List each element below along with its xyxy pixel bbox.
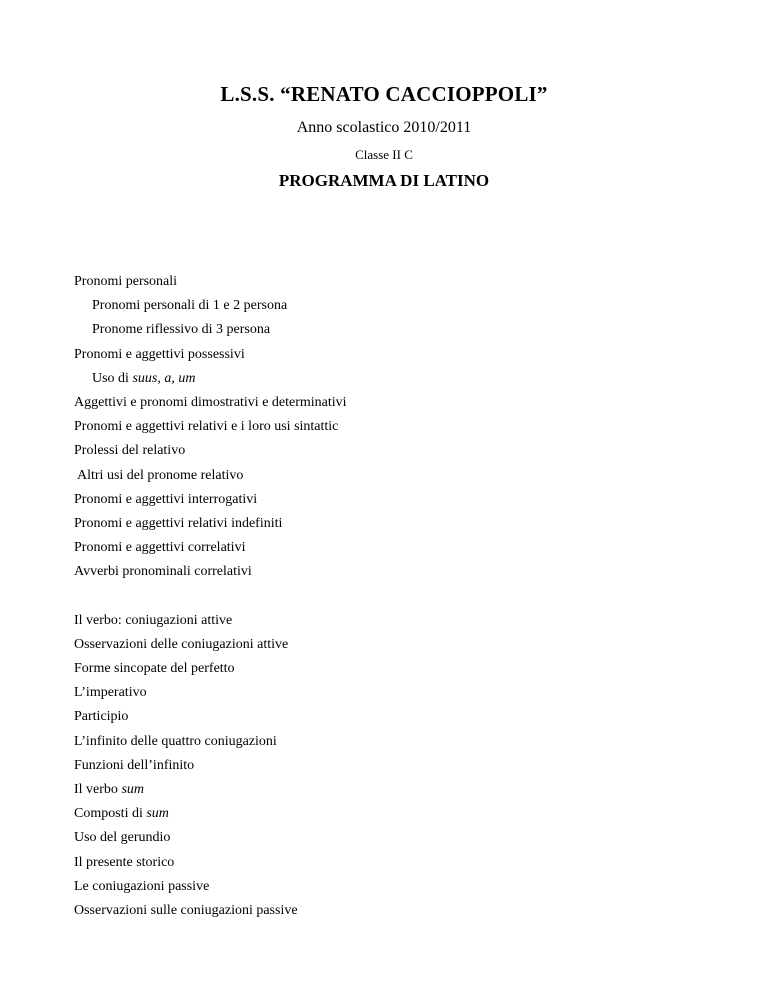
- list-item: Avverbi pronominali correlativi: [74, 564, 252, 580]
- list-item: Uso del gerundio: [74, 830, 171, 846]
- list-item: Forme sincopate del perfetto: [74, 661, 235, 676]
- list-item: L’imperativo: [74, 685, 147, 701]
- program-title: PROGRAMMA DI LATINO: [278, 171, 490, 190]
- latin-word: a: [164, 370, 172, 386]
- list-item: Pronomi e aggettivi interrogativi: [74, 491, 258, 507]
- list-item: Prolessi del relativo: [74, 443, 186, 459]
- class-label: Classe II C: [355, 147, 413, 162]
- list-item: [74, 778, 714, 802]
- list-item: Il presente storico: [74, 854, 175, 870]
- separator: ,: [171, 370, 179, 386]
- list-item: Pronomi personali di 1 e 2 persona: [92, 298, 288, 314]
- section-gap: [74, 584, 714, 608]
- separator: ,: [157, 370, 165, 386]
- list-item: Funzioni dell’infinito: [74, 757, 195, 773]
- list-item: L’infinito delle quattro coniugazioni: [74, 733, 277, 749]
- list-item: Le coniugazioni passive: [74, 878, 210, 894]
- list-item: Osservazioni sulle coniugazioni passive: [74, 902, 298, 918]
- list-item: Pronome riflessivo di 3 persona: [92, 322, 271, 338]
- school-year: Anno scolastico 2010/2011: [296, 119, 472, 136]
- list-item-text: Composti di: [74, 806, 143, 822]
- list-item: Altri usi del pronome relativo: [77, 467, 244, 483]
- syllabus-list: [74, 270, 714, 923]
- latin-word: suus: [132, 370, 158, 386]
- list-item: [74, 802, 714, 826]
- list-item: Pronomi e aggettivi correlativi: [74, 540, 246, 556]
- list-item: Pronomi e aggettivi possessivi: [74, 346, 245, 362]
- list-item: [74, 367, 714, 391]
- list-item: Participio: [74, 709, 129, 725]
- latin-word: sum: [146, 806, 169, 822]
- list-item: Pronomi personali: [74, 274, 178, 289]
- list-item: Pronomi e aggettivi relativi e i loro usi sintattic: [74, 419, 339, 435]
- school-title: L.S.S. “RENATO CACCIOPPOLI”: [220, 82, 548, 106]
- list-item: Aggettivi e pronomi dimostrativi e determinativi: [74, 394, 347, 410]
- list-item: Pronomi e aggettivi relativi indefiniti: [74, 515, 283, 531]
- latin-word: sum: [121, 781, 144, 797]
- list-item: Il verbo: coniugazioni attive: [74, 612, 233, 628]
- list-item: Osservazioni delle coniugazioni attive: [74, 636, 289, 652]
- latin-word: um: [178, 370, 196, 386]
- list-item-text: Il verbo: [74, 781, 118, 797]
- list-item-text: Uso di: [92, 370, 129, 386]
